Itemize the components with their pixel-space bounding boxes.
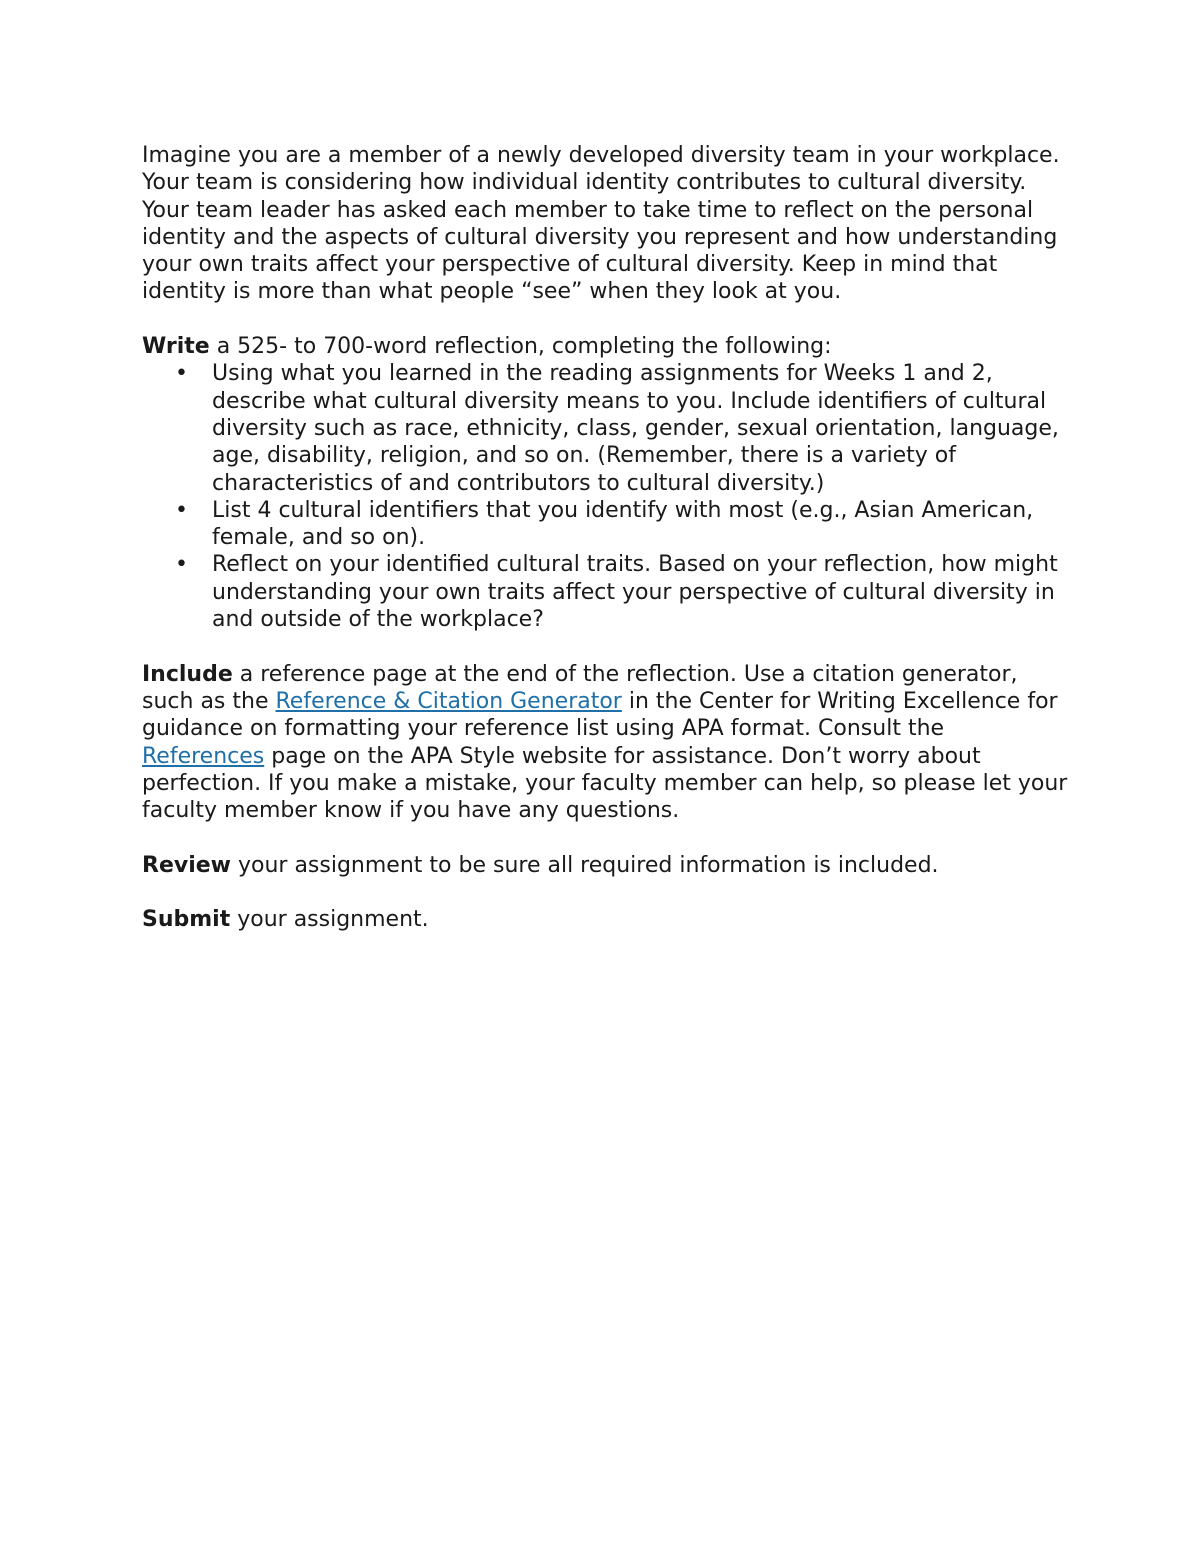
list-item <box>142 360 1072 496</box>
list-item-text: Using what you learned in the reading assignments for Weeks 1 and 2, describe what cultural diversity means to you. Include identifiers of cultural diversity such as race, ethnicity, class, gender, sexual orientation, language, age, disability, religion, and so on. (Remember, there is a variety of characteristics of and contributors to cultural diversity.) <box>212 361 1059 496</box>
document-page <box>142 142 1072 934</box>
bullet-icon: • <box>175 361 188 387</box>
list-item <box>142 551 1072 633</box>
write-instruction <box>142 333 1072 360</box>
references-link[interactable]: References <box>142 743 265 769</box>
paragraph-gap <box>142 879 1072 906</box>
submit-instruction <box>142 906 1072 933</box>
review-text: your assignment to be sure all required information is included. <box>231 852 939 878</box>
review-instruction <box>142 852 1072 879</box>
review-keyword: Review <box>142 852 231 878</box>
include-text-1: a reference page at the end of the reflection. Use a citation generator, such as the <box>142 661 1018 714</box>
list-item-text: Reflect on your identified cultural traits. Based on your reflection, how might understanding your own traits affect your perspective of cultural diversity in and outside of the workplace? <box>212 552 1058 633</box>
list-item <box>142 497 1072 552</box>
submit-text: your assignment. <box>230 907 429 933</box>
paragraph-gap <box>142 306 1072 333</box>
list-item-text: List 4 cultural identifiers that you identify with most (e.g., Asian American, female, and so on). <box>212 497 1034 551</box>
bullet-icon: • <box>175 497 188 523</box>
write-keyword: Write <box>142 334 210 360</box>
include-keyword: Include <box>142 661 233 687</box>
intro-paragraph: Imagine you are a member of a newly developed diversity team in your workplace. Your team is considering how individual identity contributes to cultural diversity. Your team leader has asked each member to take time to reflect on the personal identity and the aspects of cultural diversity you represent and how understanding your own traits affect your perspective of cultural diversity. Keep in mind that identity is more than what people “see” when they look at you. <box>142 143 1060 305</box>
bullet-icon: • <box>175 552 188 578</box>
submit-keyword: Submit <box>142 907 231 933</box>
requirements-list <box>142 360 1072 633</box>
paragraph-gap <box>142 824 1072 851</box>
include-text-2: in the Center for Writing Excellence for guidance on formatting your reference list using APA format. Consult the <box>142 688 1058 742</box>
include-instruction <box>142 661 1072 825</box>
write-text: a 525- to 700-word reflection, completing the following: <box>209 334 832 360</box>
include-text-3: page on the APA Style website for assistance. Don’t worry about perfection. If you make a mistake, your faculty member can help, so please let your faculty member know if you have any questions. <box>142 743 1068 824</box>
paragraph-gap <box>142 633 1072 660</box>
reference-citation-generator-link[interactable]: Reference & Citation Generator <box>275 688 622 714</box>
